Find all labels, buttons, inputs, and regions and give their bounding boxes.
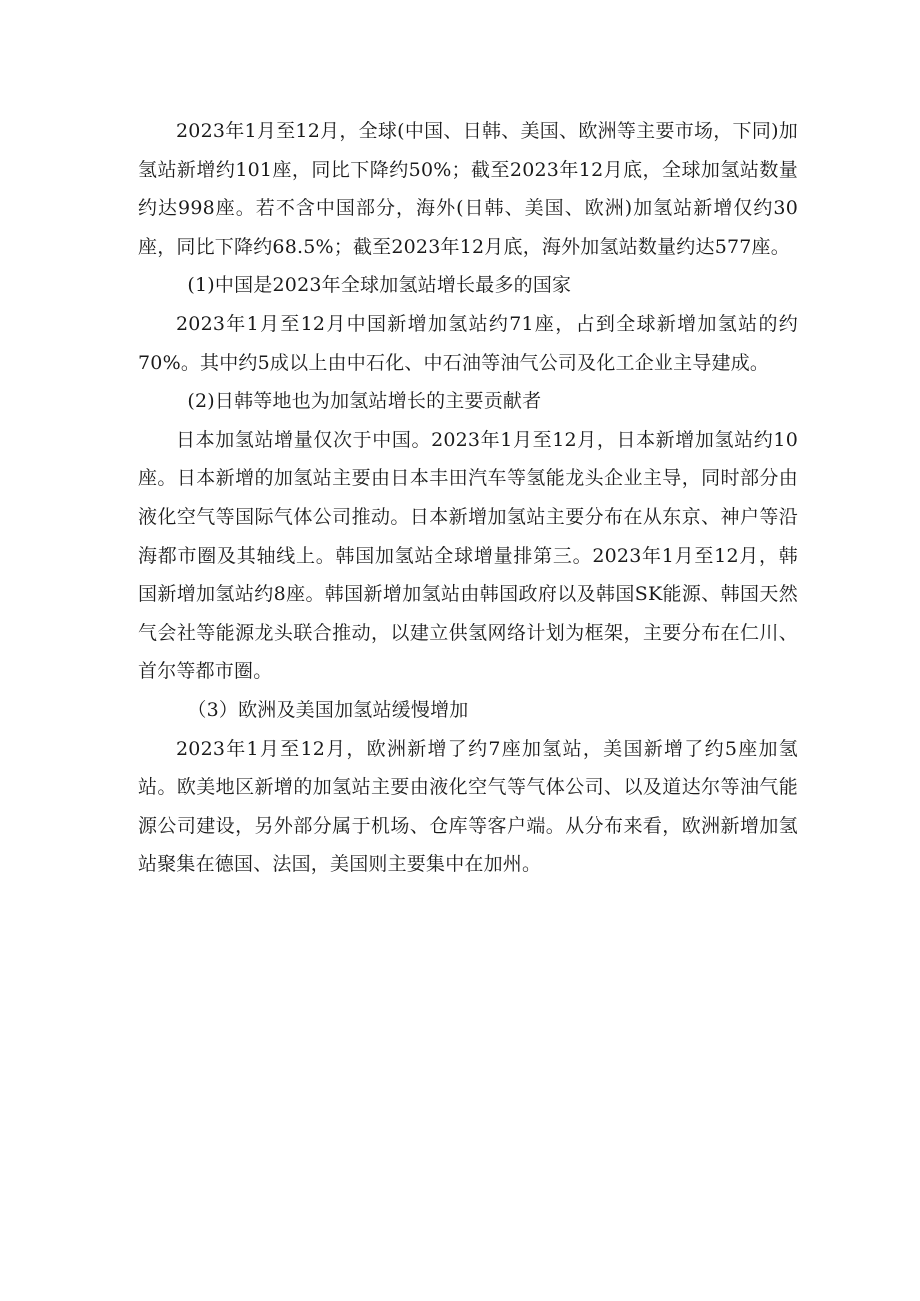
paragraph-europe-us: 2023年1月至12月，欧洲新增了约7座加氢站，美国新增了约5座加氢站。欧美地区新增的加氢站主要由液化空气等气体公司、以及道达尔等油气能源公司建设，另外部分属于机场、仓库等客户端。从分布来看，欧洲新增加氢站聚集在德国、法国，美国则主要集中在加州。 — [138, 737, 798, 876]
section-heading-europe-us: （3）欧洲及美国加氢站缓慢增加 — [187, 698, 469, 721]
section-heading-china: (1)中国是2023年全球加氢站增长最多的国家 — [187, 274, 572, 297]
document-body — [138, 112, 798, 884]
paragraph-intro: 2023年1月至12月，全球(中国、日韩、美国、欧洲等主要市场，下同)加氢站新增约101座，同比下降约50%；截至2023年12月底，全球加氢站数量约达998座。若不含中国部分，海外(日韩、美国、欧洲)加氢站新增仅约30座，同比下降约68.5%；截至2023年12月底，海外加氢站数量约达577座。 — [138, 120, 798, 258]
section-heading-japan-korea: (2)日韩等地也为加氢站增长的主要贡献者 — [187, 390, 542, 413]
paragraph-china: 2023年1月至12月中国新增加氢站约71座，占到全球新增加氢站的约70%。其中约5成以上由中石化、中石油等油气公司及化工企业主导建成。 — [138, 312, 798, 374]
paragraph-japan-korea: 日本加氢站增量仅次于中国。2023年1月至12月，日本新增加氢站约10座。日本新增的加氢站主要由日本丰田汽车等氢能龙头企业主导，同时部分由液化空气等国际气体公司推动。日本新增加氢站主要分布在从东京、神户等沿海都市圈及其轴线上。韩国加氢站全球增量排第三。2023年1月至12月，韩国新增加氢站约8座。韩国新增加氢站由韩国政府以及韩国SK能源、韩国天然气会社等能源龙头联合推动，以建立供氢网络计划为框架，主要分布在仁川、首尔等都市圈。 — [138, 428, 798, 683]
